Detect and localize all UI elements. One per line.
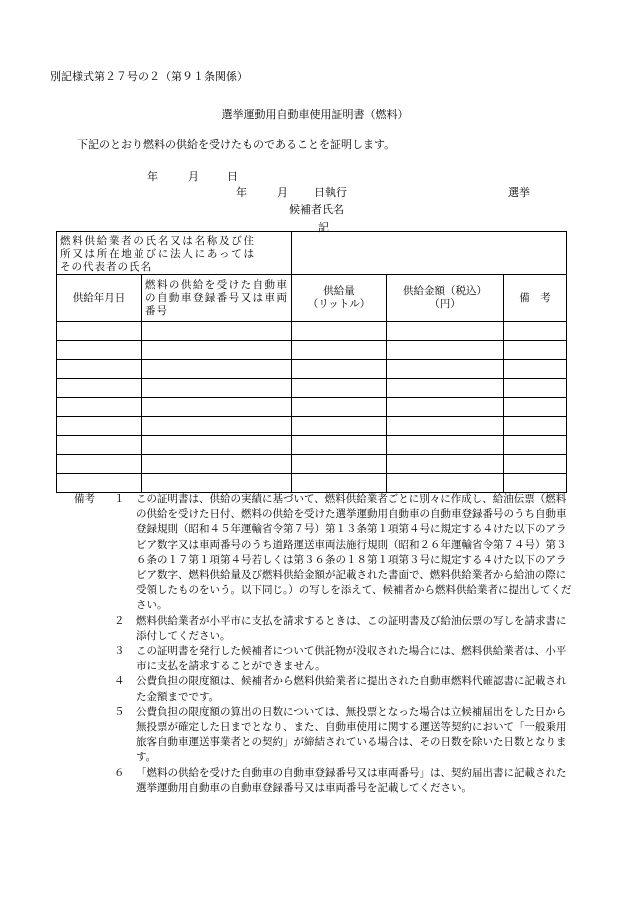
notes-section: [56, 492, 576, 796]
table-cell[interactable]: [142, 398, 292, 417]
table-cell[interactable]: [292, 417, 387, 436]
table-cell[interactable]: [504, 398, 567, 417]
table-cell[interactable]: [57, 360, 142, 379]
header-date: 供給年月日: [57, 275, 142, 322]
table-row: [57, 360, 567, 379]
note-lead: [56, 644, 114, 674]
note-lead: [56, 766, 114, 796]
table-cell[interactable]: [292, 341, 387, 360]
table-cell[interactable]: [504, 379, 567, 398]
header-amount: 供給金額（税込） （円）: [387, 275, 504, 322]
table-cell[interactable]: [292, 379, 387, 398]
note-number: １: [114, 493, 125, 505]
note-item: [56, 614, 576, 644]
notes-label: 備考: [74, 493, 95, 505]
date-line: [147, 168, 238, 184]
date-month: 月: [188, 170, 199, 183]
election-date-line: [236, 184, 347, 200]
table-row: [57, 398, 567, 417]
table-cell[interactable]: [292, 474, 387, 493]
election-suffix: 選挙: [508, 186, 530, 199]
table-cell[interactable]: [142, 417, 292, 436]
note-number: ６: [114, 766, 125, 779]
table-cell[interactable]: [504, 341, 567, 360]
table-cell[interactable]: [57, 341, 142, 360]
form-id: 別記様式第２７号の２（第９１条関係）: [50, 70, 248, 83]
note-item: [56, 492, 576, 614]
table-cell[interactable]: [57, 417, 142, 436]
table-cell[interactable]: [387, 455, 504, 474]
table-cell[interactable]: [142, 436, 292, 455]
table-cell[interactable]: [387, 341, 504, 360]
table-cell[interactable]: [292, 455, 387, 474]
ki-heading: 記: [318, 221, 329, 234]
fuel-supply-table: [56, 231, 567, 493]
table-cell[interactable]: [504, 436, 567, 455]
header-remarks: 備 考: [504, 275, 567, 322]
election-day-exec: 日執行: [314, 186, 347, 199]
table-cell[interactable]: [57, 379, 142, 398]
note-lead: [56, 492, 114, 614]
date-day: 日: [227, 170, 238, 183]
note-number: ３: [114, 645, 125, 658]
table-cell[interactable]: [292, 322, 387, 341]
table-cell[interactable]: [504, 360, 567, 379]
table-cell[interactable]: [142, 360, 292, 379]
note-number: ２: [114, 614, 125, 627]
table-row: [57, 417, 567, 436]
table-cell[interactable]: [142, 455, 292, 474]
election-month: 月: [277, 186, 288, 199]
table-cell[interactable]: [142, 379, 292, 398]
table-cell[interactable]: [504, 455, 567, 474]
table-cell[interactable]: [387, 436, 504, 455]
table-row: [57, 341, 567, 360]
header-vehicle: 燃料の供給を受けた自動車の自動車登録番号又は車両番号: [142, 275, 292, 322]
table-row: [57, 436, 567, 455]
header-row: [57, 275, 567, 322]
note-lead: [56, 614, 114, 644]
table-cell[interactable]: [292, 398, 387, 417]
table-cell[interactable]: [57, 455, 142, 474]
table-cell[interactable]: [142, 474, 292, 493]
table-row: [57, 322, 567, 341]
table-cell[interactable]: [387, 360, 504, 379]
note-lead: [56, 705, 114, 766]
note-number: ５: [114, 705, 125, 718]
table-cell[interactable]: [142, 341, 292, 360]
supplier-label: 燃料供給業者の氏名又は名称及び住所又は所在地並びに法人にあってはその代表者の氏名: [57, 232, 292, 275]
table-cell[interactable]: [57, 436, 142, 455]
note-text: 公費負担の限度額は、候補者から燃料供給業者に提出された自動車燃料代確認書に記載された金額までです。: [136, 675, 567, 703]
note-item: [56, 644, 576, 674]
table-cell[interactable]: [387, 379, 504, 398]
table-cell[interactable]: [292, 436, 387, 455]
note-text: この証明書を発行した候補者について供託物が没収された場合には、燃料供給業者は、小平市に支払を請求することができません。: [136, 645, 567, 673]
date-year: 年: [147, 170, 158, 183]
table-cell[interactable]: [504, 322, 567, 341]
table-cell[interactable]: [387, 322, 504, 341]
note-item: [56, 705, 576, 766]
supplier-value-cell[interactable]: [292, 232, 567, 275]
table-cell[interactable]: [57, 398, 142, 417]
intro-text: 下記のとおり燃料の供給を受けたものであることを証明します。: [77, 138, 396, 151]
document-title: 選挙運動用自動車使用証明書（燃料）: [221, 108, 409, 121]
table-cell[interactable]: [387, 474, 504, 493]
candidate-name-label: 候補者氏名: [289, 203, 344, 216]
election-year: 年: [236, 186, 247, 199]
table-cell[interactable]: [57, 474, 142, 493]
table-cell[interactable]: [504, 417, 567, 436]
note-item: [56, 674, 576, 704]
note-number: ４: [114, 675, 125, 688]
table-cell[interactable]: [142, 322, 292, 341]
table-row: [57, 379, 567, 398]
note-lead: [56, 674, 114, 704]
table-cell[interactable]: [387, 417, 504, 436]
supplier-row: [57, 232, 567, 275]
table-cell[interactable]: [504, 474, 567, 493]
note-text: この証明書は、供給の実績に基づいて、燃料供給業者ごとに別々に作成し、給油伝票（燃料の供給を受けた日付、燃料の供給を受けた選挙運動用自動車の自動車登録番号のうち自動車登録規則（昭和４５年運輸省令第７号）第１３条第１項第４号に規定する４けた以下のアラビア数字又は車両番号のうち道路運送車両法施行規則（昭和２６年運輸省令第７４号）第３６条の１７第１項第４号若しくは第３６条の１８第１項第３号に規定する４けた以下のアラビア数字、燃料供給量及び燃料供給金額が記載された書面で、燃料供給業者から給油の際に受領したものをいう。以下同じ。）の写しを添えて、候補者から燃料供給業者に提出してください。: [136, 493, 572, 612]
table-cell[interactable]: [387, 398, 504, 417]
table-cell[interactable]: [57, 322, 142, 341]
note-item: [56, 766, 576, 796]
table-cell[interactable]: [292, 360, 387, 379]
note-text: 公費負担の限度額の算出の日数については、無投票となった場合は立候補届出をした日から無投票が確定した日までとなり、また、自動車使用に関する運送等契約において「一般乗用旅客自動車運送事業者との契約」が締結されている場合は、その日数を除いた日数となります。: [136, 705, 567, 764]
table-row: [57, 455, 567, 474]
note-text: 燃料供給業者が小平市に支払を請求するときは、この証明書及び給油伝票の写しを請求書に添付してください。: [136, 614, 567, 642]
header-quantity: 供給量 （リットル）: [292, 275, 387, 322]
table-row: [57, 474, 567, 493]
note-text: 「燃料の供給を受けた自動車の自動車登録番号又は車両番号」は、契約届出書に記載された選挙運動用自動車の自動車登録番号又は車両番号を記載してください。: [136, 766, 567, 794]
